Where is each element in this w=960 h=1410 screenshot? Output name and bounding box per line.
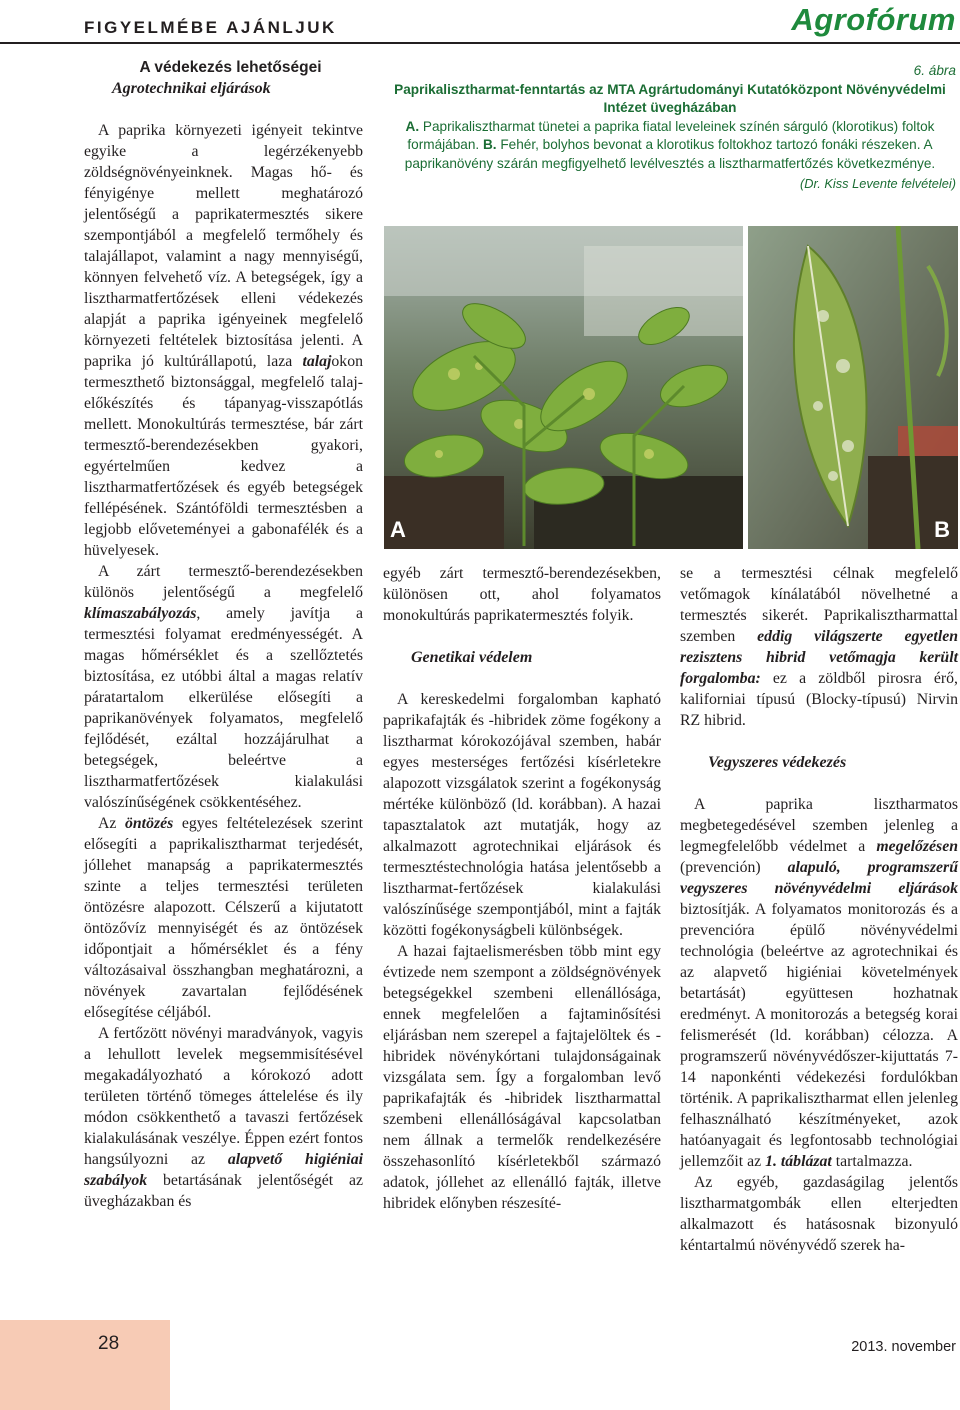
photo-credit: (Dr. Kiss Levente felvételei) <box>800 176 956 191</box>
photo-label-a: A <box>390 517 406 542</box>
section-title: A védekezés lehetőségei <box>139 59 322 76</box>
photo-b-infected-leaf <box>748 226 958 549</box>
column-1 <box>84 57 363 1212</box>
paragraph: A hazai fajtaelismerésben több mint egy évtizede nem szempont a zöldségnövények betegségekkel szembeni ellenállósága, ennek megfelelően a fajtaminősítési eljárásban nem szerepel a fajtajelöltek és -hibridek növénykórtani tulajdonságainak vizsgálata sem. Így a forgalomban levő paprikafajták és -hibridek lisztharmattal szembeni ellenállóságával kapcsolatban nem állnak a termelők rendelkezésére összehasonlító kísérletekből származó adatok, jóllehet az ellenálló fajták, illetve hibridek előnyben részesíté- <box>383 943 661 1212</box>
figure-description: A. Paprikalisztharmat tünetei a paprika fiatal leveleinek színén sárguló (klorotikus) foltok formájában. B. Fehér, bolyhos bevonat a klorotikus foltokhoz tartozó fonáki részeken. A paprikanövény szárán megfigyelhető levélvesztés a lisztharmatfertőzés következménye. <box>404 118 936 171</box>
issue-date: 2013. november <box>851 1339 956 1355</box>
figure-title: Paprikalisztharmat-fenntartás az MTA Agrártudományi Kutatóközpont Növényvédelmi Intézet üvegházában <box>394 81 946 115</box>
paragraph: A fertőzött növényi maradványok, vagyis a lehullott levelek megsemmisítésével megakadályozható a kórokozó adott területen történő tömeges áttelelése és ily módon csökkenthető a tavaszi fertőzések kialakulásának veszélye. Éppen ezért fontos hangsúlyozni az alapvető higiéniai szabályok betartásának jelentőségét az üvegházakban és <box>84 1025 363 1210</box>
paragraph: egyéb zárt termesztő-berendezésekben, különösen ott, ahol folyamatos monokultúrás paprikatermesztés folyik. <box>383 565 661 624</box>
page-number-box <box>0 1320 170 1410</box>
subsection-title-genetikai: Genetikai védelem <box>411 649 533 666</box>
figure-caption <box>384 62 956 194</box>
figure-number: 6. ábra <box>913 63 956 78</box>
photo-a-pepper-plants <box>384 226 743 549</box>
subsection-title-vegyszeres: Vegyszeres védekezés <box>708 754 847 771</box>
subsection-title-agrotechnikai: Agrotechnikai eljárások <box>112 80 271 97</box>
paragraph: se a termesztési célnak megfelelő vetőmagok kínálatából növelhetné a termesztés sikerét. Paprikalisztharmattal szemben eddig világszerte egyetlen rezisztens hibrid vetőmagja került forgalomba: ez a zöldből pirosra érő, kaliforniai típusú (Blocky-típusú) Nirvin RZ hibrid. <box>680 565 958 729</box>
paragraph: Az egyéb, gazdaságilag jelentős lisztharmatgombák ellen elterjedten alkalmazott és hatásosnak bizonyuló kéntartalmú növényvédő szerek ha- <box>680 1174 958 1254</box>
paragraph: A paprika lisztharmatos megbetegedésével szemben jelenleg a legmegfelelőbb védelmet a megelőzésen (prevención) alapuló, programszerű vegyszeres növényvédelmi eljárások biztosítják. A folyamatos monitorozás és a prevencióra épülő növényvédelmi technológia (beleértve az agrotechnikai és az alapvető higiéniai követelmények betartását) együttesen hozhatnak eredményt. A monitorozás a betegség korai felismerését (ld. korábban) célozza. A programszerű növényvédőszer-kijuttatás 7-14 naponkénti védekezési fordulókban történik. A paprikalisztharmat ellen jelenleg felhasználható készítményeket, azok hatóanyagait és legfontosabb technológiai jellemzőit az 1. táblázat tartalmazza. <box>680 796 958 1170</box>
paragraph: A zárt termesztő-berendezésekben különös jelentőségű a megfelelő klímaszabályozás, amely javítja a termesztési folyamat eredményességét. A magas hőmérséklet és a szellőztetés biztosítása, ez utóbbi által a magas relatív páratartalom elkerülése elősegíti a paprikanövények folyamatos, megfelelő fejlődését, ezáltal hozzájárulhat a betegségek, beleértve a lisztharmatfertőzések kialakulási valószínűségének csökkentéséhez. <box>84 563 363 811</box>
photo-a-image <box>384 226 743 549</box>
paragraph: A kereskedelmi forgalomban kapható paprikafajták és -hibridek zöme fogékony a lisztharmat kórokozójával szemben, habár egyes mesterséges fertőzési kísérletekre alapozott vizsgálatok szerint a fogékonyság mértéke különböző (ld. korábban). A hazai tapasztalatok azt mutatják, hogy az alkalmazott agrotechnikai eljárások és termesztéstechnológia hatása jelentősebb a lisztharmat-fertőzések kialakulási valószínűsége szempontjából, mint a fajták közötti fogékonyságbeli különbségek. <box>383 691 661 939</box>
column-2 <box>383 563 661 1214</box>
page-number: 28 <box>98 1333 120 1354</box>
header-rule <box>0 42 960 44</box>
paragraph: Az öntözés egyes feltételezések szerint elősegíti a paprikalisztharmat terjedését, jóllehet manapság a paprikatermesztés szinte a teljes termesztési területen öntözésre alapozott. Célszerű a kijutatott öntözővíz mennyiségét és az öntözések időpontjait a hőmérséklet és a fény változásaival összhangban meghatározni, a növények zavartalan fejlődésének elősegítése céljából. <box>84 815 363 1021</box>
agroforum-logo: Agrofórum <box>791 2 956 37</box>
column-3 <box>680 563 958 1256</box>
photo-b-image <box>748 226 958 549</box>
section-header: FIGYELMÉBE AJÁNLJUK <box>84 18 337 37</box>
paragraph: A paprika környezeti igényeit tekintve egyike a legérzékenyebb zöldségnövényeinknek. Magas hő- és fényigénye mellett meghatározó jelentőségű a paprikatermesztés sikere szempontjából a megfelelő termőhely és talajállapot, valamint a nagy mennyiségű, könnyen felvehető víz. A betegségek, így a lisztharmatfertőzések elleni védekezés alapját a paprika igényeinek megfelelő környezeti feltételek biztosítása jelenti. A paprika jó kultúrállapotú, laza talajokon termeszthető biztonsággal, megfelelő talaj-előkészítés és tápanyag-visszapótlás mellett. Monokultúrás termesztése, bár zárt termesztő-berendezésekben gyakori, egyértelműen kedvez a lisztharmatfertőzések és egyéb betegségek fellépésének. Szántóföldi termesztésben a legjobb előveteményei a gabonafélék és a hüvelyesek. <box>84 122 363 559</box>
photo-label-b: B <box>934 517 950 542</box>
